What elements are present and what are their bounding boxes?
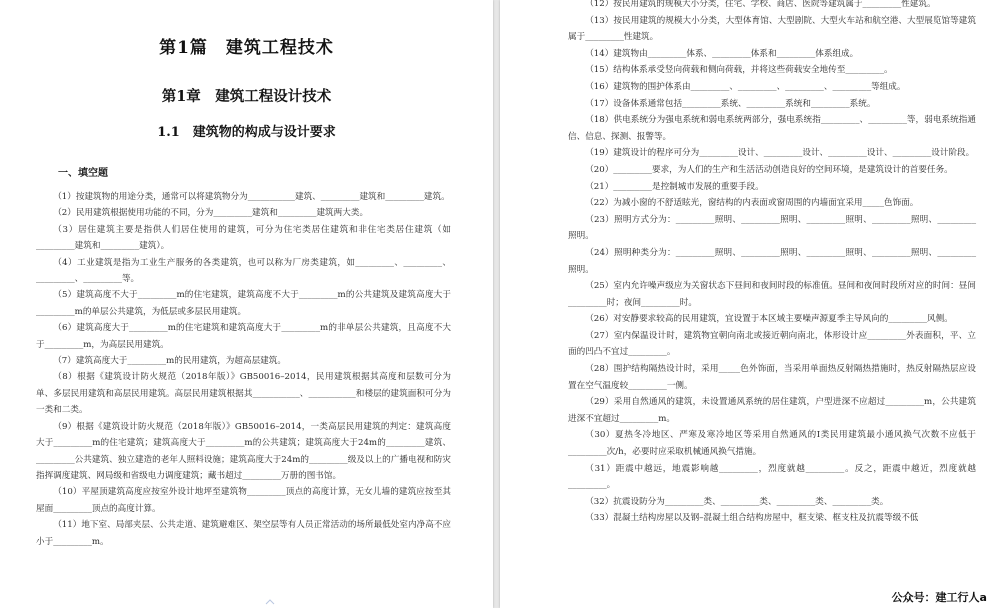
question-item: （16）建筑物的围护体系由_________、_________、_________、_________等组成。: [585, 81, 906, 92]
question-item: （28）围护结构隔热设计时，采用_____色外饰面，当采用单面热反射隔热措施时，热反射隔热层应设置在空气温度较_________一侧。: [568, 364, 976, 391]
question-item: （2）民用建筑根据使用功能的不同，分为_________建筑和_________建筑两大类。: [53, 208, 369, 219]
question-item: （22）为减小窗的不舒适眩光，窗结构的内表面或窗周围的内墙面宜采用_____色饰面。: [585, 198, 919, 209]
question-item: （32）抗震设防分为_________类、_________类、_________类、_________类。: [585, 496, 889, 507]
question-item: （6）建筑高度大于_________m的住宅建筑和建筑高度大于_________m的非单层公共建筑，且高度不大于_________m，为高层民用建筑。: [36, 323, 451, 350]
question-item: （31）距震中越远，地震影响越_________，烈度就越_________。反之，距震中越近，烈度就越_________。: [568, 463, 976, 491]
question-item: （19）建筑设计的程序可分为_________设计、_________设计、_________设计、_________设计阶段。: [585, 148, 975, 159]
question-item: （33）混凝土结构房屋以及钢–混凝土组合结构房屋中，框支梁、框支柱及抗震等级不低: [585, 513, 919, 524]
question-item: （7）建筑高度大于_________m的民用建筑，为超高层建筑。: [53, 356, 286, 367]
question-item: （18）供电系统分为强电系统和弱电系统两部分，强电系统指_________、_________等，弱电系统指通信、信息、探测、报警等。: [568, 115, 976, 142]
question-item: （4）工业建筑是指为工业生产服务的各类建筑，也可以称为厂房类建筑，如_________、_________、_________、_________等。: [36, 257, 451, 285]
question-item: （20）_________要求，为人们的生产和生活活动创造良好的空间环境，是建筑设计的首要任务。: [585, 164, 953, 175]
question-item: （25）室内允许噪声级应为关窗状态下昼间和夜间时段的标准值。昼间和夜间时段所对应的时间：昼间_________时；夜间_________时。: [568, 281, 976, 308]
part-title: 第1篇 建筑工程技术: [159, 38, 334, 58]
question-item: （11）地下室、局部夹层、公共走道、建筑避难区、架空层等有人员正常活动的场所最低处室内净高不应小于_________m。: [36, 520, 451, 547]
question-item: （13）按民用建筑的规模大小分类，大型体育馆、大型剧院、大型火车站和航空港、大型展览馆等建筑属于_________性建筑。: [568, 15, 976, 43]
question-item: （17）设备体系通常包括_________系统、_________系统和_________系统。: [585, 98, 876, 109]
question-item: （3）居住建筑主要是指供人们居住使用的建筑，可分为住宅类居住建筑和非住宅类居住建筑（如_________建筑和_________建筑）。: [36, 224, 451, 252]
subsection-title: 一、填空题: [58, 168, 108, 179]
question-item: （1）按建筑物的用途分类，通常可以将建筑物分为___________建筑、_________建筑和_________建筑。: [53, 192, 450, 202]
watermark: 公众号：建工行人a: [888, 588, 991, 606]
question-item: （24）照明种类分为：_________照明、_________照明、_________照明、_________照明、_________照明。: [568, 247, 976, 275]
question-item: （23）照明方式分为：_________照明、_________照明、_________照明、_________照明、_________照明。: [568, 214, 976, 242]
section-title: 1.1 建筑物的构成与设计要求: [157, 125, 336, 140]
left-page: [0, 0, 493, 608]
question-item: （29）采用自然通风的建筑，未设置通风系统的居住建筑，户型进深不应超过_________m，公共建筑进深不宜超过_________m。: [568, 397, 976, 424]
right-page: [500, 0, 995, 608]
chapter-title: 第1章 建筑工程设计技术: [161, 88, 332, 105]
question-item: （15）结构体系承受竖向荷载和侧向荷载，并将这些荷载安全地传至_________。: [585, 65, 893, 76]
question-item: （27）室内保温设计时，建筑物宜朝向南北或接近朝向南北，体形设计应_________外表面积，平、立面的凹凸不宜过_________。: [568, 330, 976, 358]
question-item: （26）对安静要求较高的民用建筑，宜设置于本区域主要噪声源夏季主导风向的_________风侧。: [585, 314, 953, 325]
right-question-list: [568, 0, 976, 527]
question-item: （5）建筑高度不大于_________m的住宅建筑，建筑高度不大于_________m的公共建筑及建筑高度大于_________m的单层公共建筑，为低层或多层民用建筑。: [36, 290, 451, 317]
question-item: （14）建筑物由_________体系、_________体系和_________体系组成。: [585, 48, 859, 59]
page-footer-mark-icon: [265, 599, 275, 605]
question-item: （21）_________是控制城市发展的重要手段。: [585, 181, 764, 192]
question-item: （8）根据《建筑设计防火规范（2018年版）》GB50016–2014，民用建筑根据其高度和层数可分为单、多层民用建筑和高层民用建筑。高层民用建筑根据其___________、___________和楼层的建筑面积可分为一类和二类。: [36, 372, 451, 416]
question-item: （30）夏热冬冷地区、严寒及寒冷地区等采用自然通风的Ⅰ类民用建筑最小通风换气次数不应低于_________次/h，必要时应采取机械通风换气措施。: [568, 430, 976, 458]
question-item: （12）按民用建筑的规模大小分类，住宅、学校、商店、医院等建筑属于_________性建筑。: [585, 0, 936, 9]
question-item: （9）根据《建筑设计防火规范（2018年版）》GB50016–2014，一类高层民用建筑的判定：建筑高度大于_________m的住宅建筑；建筑高度大于_________m的公共建筑；建筑高度大于24m的_________建筑、_________公共建筑、独立建造的老年人照料设施；建筑高度大于24m的_________级及以上的广播电视和防灾指挥调度建筑、网局级和省级电力调度建筑；藏书超过_________万册的图书馆。: [36, 421, 451, 481]
question-item: （10）平屋顶建筑高度应按室外设计地坪至建筑物_________顶点的高度计算，无女儿墙的建筑应按至其屋面_________顶点的高度计算。: [36, 487, 451, 514]
left-question-list: [36, 189, 451, 550]
